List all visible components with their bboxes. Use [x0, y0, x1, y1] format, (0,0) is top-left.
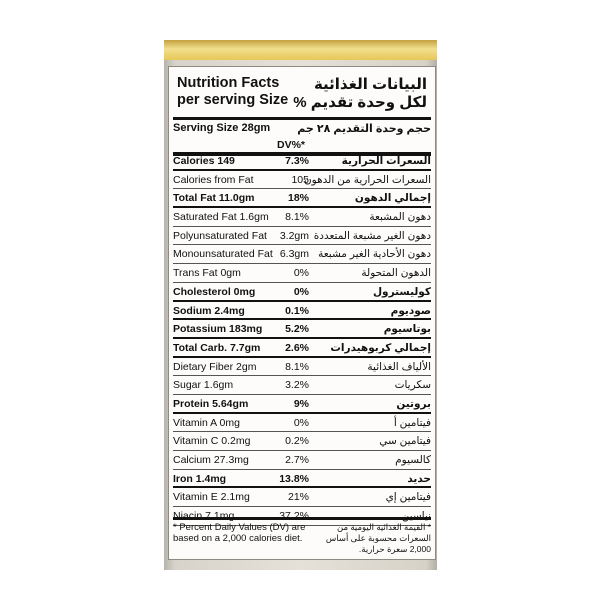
- nutrient-value: 105: [291, 173, 309, 186]
- nutrient-name-english: Cholesterol 0mg: [173, 285, 256, 298]
- nutrient-row: [173, 245, 431, 264]
- nutrient-name-arabic: صوديوم: [390, 304, 431, 317]
- nutrient-value: 2.6%: [285, 341, 309, 354]
- nutrient-value: 3.2gm: [279, 229, 309, 242]
- nutrient-row: [173, 376, 431, 395]
- nutrient-value: 0.2%: [285, 435, 309, 448]
- title-arabic-line2: لكل وحدة تقديم %: [293, 94, 427, 111]
- nutrient-name-english: Sodium 2.4mg: [173, 304, 245, 317]
- title-divider: [173, 117, 431, 120]
- daily-value-header: DV%*: [277, 139, 306, 151]
- nutrient-name-english: Calcium 27.3mg: [173, 454, 249, 466]
- nutrient-name-arabic: الألياف الغذائية: [367, 360, 431, 373]
- nutrient-name-arabic: دهون المشبعة: [369, 211, 431, 224]
- nutrient-row: [173, 302, 431, 321]
- nutrient-name-arabic: دهون الغير مشبعة المتعددة: [313, 229, 431, 242]
- nutrient-name-arabic: حديد: [407, 472, 431, 485]
- nutrient-name-english: Calories 149: [173, 155, 235, 167]
- nutrient-value: 18%: [287, 192, 309, 205]
- nutrient-row: [173, 451, 431, 470]
- nutrient-name-arabic: سكريات: [394, 379, 431, 392]
- nutrient-table: [173, 152, 431, 526]
- nutrient-name-arabic: السعرات الحرارية من الدهون: [303, 173, 431, 186]
- footnote-english: * Percent Daily Values (DV) are based on a 2,000 calories diet.: [173, 522, 306, 544]
- nutrient-row: [173, 414, 431, 433]
- nutrient-value: 0.1%: [285, 304, 309, 317]
- nutrient-value: 9%: [293, 397, 309, 410]
- title-english-line1: Nutrition Facts: [177, 75, 280, 91]
- nutrient-name-english: Protein 5.64gm: [173, 397, 249, 410]
- footnote-arabic: * القيمة الغذائية اليومية من السعرات محسوبة على أساس 2,000 سعرة حرارية.: [325, 522, 431, 554]
- nutrient-value: 13.8%: [279, 472, 309, 485]
- nutrient-name-english: Polyunsaturated Fat: [173, 229, 267, 242]
- nutrient-name-english: Sugar 1.6gm: [173, 379, 234, 392]
- nutrient-name-english: Vitamin C 0.2mg: [173, 435, 251, 448]
- nutrient-row: [173, 432, 431, 451]
- nutrient-name-english: Saturated Fat 1.6gm: [173, 211, 269, 224]
- nutrient-name-english: Total Carb. 7.7gm: [173, 341, 261, 354]
- nutrient-name-arabic: كوليسترول: [372, 285, 431, 298]
- nutrient-name-english: Monounsaturated Fat: [173, 248, 273, 261]
- nutrient-name-english: Total Fat 11.0gm: [173, 192, 255, 205]
- nutrient-row: [173, 339, 431, 358]
- nutrient-name-arabic: بوتاسيوم: [383, 323, 431, 336]
- nutrient-row: [173, 264, 431, 283]
- nutrient-value: 2.7%: [285, 454, 309, 466]
- nutrient-name-english: Dietary Fiber 2gm: [173, 360, 257, 373]
- nutrient-value: 8.1%: [285, 360, 309, 373]
- nutrient-name-english: Calories from Fat: [173, 173, 254, 186]
- nutrient-value: 0%: [293, 285, 309, 298]
- nutrient-row: [173, 283, 431, 302]
- nutrient-row: [173, 488, 431, 507]
- title-row: [177, 75, 427, 115]
- nutrient-row: [173, 227, 431, 246]
- nutrient-value: 7.3%: [285, 155, 309, 167]
- nutrient-name-arabic: كالسيوم: [395, 454, 431, 466]
- nutrient-row: [173, 320, 431, 339]
- nutrient-value: 3.2%: [285, 379, 309, 392]
- nutrient-name-arabic: بروتين: [396, 397, 431, 410]
- nutrient-name-arabic: إجمالي كربوهيدرات: [330, 341, 431, 354]
- nutrient-value: 6.3gm: [279, 248, 309, 261]
- nutrient-row: [173, 358, 431, 377]
- nutrient-name-english: Vitamin A 0mg: [173, 416, 240, 429]
- nutrient-value: 0%: [293, 267, 309, 280]
- nutrient-name-arabic: السعرات الحرارية: [341, 155, 431, 167]
- nutrient-row: [173, 189, 431, 208]
- nutrient-name-english: Vitamin E 2.1mg: [173, 491, 250, 504]
- nutrient-value: 21%: [287, 491, 309, 504]
- nutrient-row: [173, 208, 431, 227]
- nutrient-name-english: Iron 1.4mg: [173, 472, 227, 485]
- nutrient-value: 0%: [293, 416, 309, 429]
- nutrient-name-arabic: الدهون المتحولة: [361, 267, 431, 280]
- nutrient-row: [173, 470, 431, 489]
- title-english-line2: per serving Size: [177, 92, 289, 108]
- footer-divider: [173, 517, 431, 520]
- title-arabic-line1: البيانات الغذائية: [313, 76, 427, 93]
- nutrient-row: [173, 171, 431, 190]
- nutrient-name-arabic: فيتامين سي: [379, 435, 431, 448]
- serving-size-arabic: حجم وحدة التقديم ٢٨ جم: [297, 123, 431, 135]
- nutrient-name-english: Potassium 183mg: [173, 323, 263, 336]
- nutrient-name-arabic: دهون الأحادية الغير مشبعة: [318, 248, 431, 261]
- nutrition-facts-panel: [168, 66, 436, 560]
- serving-size-english: Serving Size 28gm: [173, 122, 271, 134]
- nutrient-value: 5.2%: [285, 323, 309, 336]
- nutrient-row: [173, 395, 431, 414]
- nutrient-row: [173, 152, 431, 171]
- nutrient-name-arabic: فيتامين إي: [385, 491, 431, 504]
- nutrient-name-arabic: إجمالي الدهون: [354, 192, 431, 205]
- nutrient-name-arabic: فيتامين أ: [393, 416, 431, 429]
- nutrient-name-english: Trans Fat 0gm: [173, 267, 241, 280]
- gold-foil-band: [164, 40, 437, 60]
- nutrient-value: 8.1%: [285, 211, 309, 224]
